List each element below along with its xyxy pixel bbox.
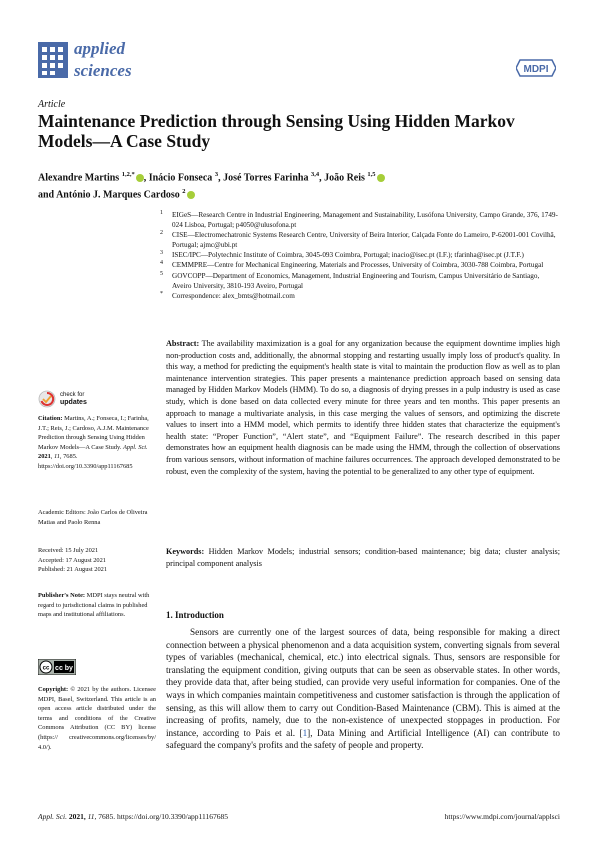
orcid-icon[interactable] (377, 174, 385, 182)
affiliation (160, 260, 560, 270)
author-affil-sup: 2 (182, 188, 186, 196)
author-affil-sup: 1,2,* (121, 171, 135, 178)
footer-year: 2021, (68, 812, 86, 821)
publisher-note (38, 591, 156, 620)
author-name: Alexandre Martins (38, 172, 120, 184)
footer-journal-url[interactable]: https://www.mdpi.com/journal/applsci (444, 812, 560, 821)
cc-badge-text: cc by (55, 665, 73, 672)
check-updates-line1: check for (60, 392, 85, 398)
author-name: José Torres Farinha (223, 172, 309, 184)
cc-by-license-icon[interactable] (38, 659, 76, 675)
affiliation-number: 2 (160, 230, 163, 237)
affiliation-number: 5 (160, 270, 163, 277)
affiliation-number: 3 (160, 250, 163, 257)
citation-block: Citation: Martins, A.; Fonseca, I.; Farinha, J.T.; Reis, J.; Cardoso, A.J.M. Maintenance Prediction through Sensing Using Hidden Markov Models—A Case Study. Appl. Sci. 2021, 11, 7685. https://doi.org/10.3390/app11167685 (38, 415, 149, 470)
copyright-label: Copyright: (38, 686, 69, 693)
affiliation-text: CISE—Electromechatronic Systems Research Centre, University of Beira Interior, Calçada Fonte do Lameiro, P-62001-001 Covilhã, Portugal; ajmc@ubi.pt (172, 231, 556, 250)
check-updates-icon (38, 390, 56, 408)
academic-editors: Academic Editors: João Carlos de Oliveira Matias and Paolo Renna (38, 509, 148, 526)
journal-logo-icon (38, 42, 68, 78)
affiliation-number: * (160, 290, 163, 297)
orcid-icon[interactable] (136, 174, 144, 182)
footer-citation (38, 812, 228, 821)
footer-journal: Appl. Sci. (38, 812, 67, 821)
affiliation (160, 210, 560, 230)
citation-doi[interactable]: 7685. https://doi.org/10.3390/app11167685 (38, 453, 133, 470)
copyright-block (38, 685, 156, 752)
author-name: Inácio Fonseca (148, 172, 213, 184)
abstract-text: The availability maximization is a goal for any organization because the equipment downtime implies high non-production costs and, additionally, the abnormal stopping and restarting usually imply loss of product's quality. In this way, a method for predicting the equipment's health state is vital to maintain the production flow as well as to plan maintenance intervention strategies. This paper presents a maintenance prediction approach based on sensing data managed by Hidden Markov Models (HMM). To do so, a diagnosis of drying presses in a pulp industry is used as case study, which is done based on data collected every minute for three years and ten months. This paper presents an approach to manage a multivariate analysis, in this case merging the values of sensors, and optimizing the discrete values to insert into a HMM model, which permits to identify three hidden states that characterize the equipment's health state: “Proper Function”, “Alert state”, and “Equipment Failure”. The research described in this paper demonstrates how an equipment health diagnosis can be made using the HMM, through the collection of observations from various sensors, without information of machine failures occurrences. The approach developed demonstrated to be robust, even the complexity of the system, having the potential to be generalized to any other type of equipment. (166, 339, 560, 476)
keywords-text: Hidden Markov Models; industrial sensors; condition-based maintenance; big data; cluster analysis; principal component analysis (166, 547, 561, 568)
published-date: Published: 21 August 2021 (38, 566, 108, 574)
author-list: Alexandre Martins $^{1,2,*}$ , Inácio Fonseca $^3$, José Torres Farinha $^{3,4}$, João Reis $^{1,5}$ and António J. Marques Cardoso $^2$ (38, 168, 558, 203)
publisher-note-text: MDPI stays neutral with regard to jurisdictional claims in published maps and institutional affiliations. (38, 592, 150, 619)
mdpi-logo-icon (516, 58, 556, 78)
correspondence-text: Correspondence: alex_bmts@hotmail.com (172, 291, 295, 300)
affiliation-text: EIGeS—Research Centre in Industrial Engineering, Management and Sustainability, Lusófona University, Campo Grande, 376, 1749-024 Lisboa, Portugal; p4050@ulusofona.pt (172, 211, 558, 230)
mdpi-logo-text: MDPI (523, 64, 549, 75)
journal-name-line2: sciences (74, 61, 132, 80)
footer-doi[interactable]: 7685. https://doi.org/10.3390/app11167685 (98, 812, 229, 821)
affiliation-number: 4 (160, 260, 163, 267)
received-date: Received: 15 July 2021 (38, 547, 99, 554)
affiliation (160, 250, 560, 260)
footer-volume: 11, (87, 812, 97, 821)
author-name: João Reis (324, 172, 365, 184)
author-affil-sup: 1,5 (367, 171, 376, 178)
article-type: Article (38, 99, 66, 110)
publication-dates (38, 546, 156, 575)
affiliation-text: CEMMPRE—Centre for Mechanical Engineering, Materials and Processes, University of Coimbra, 3030-788 Coimbra, Portugal (172, 261, 544, 270)
introduction-paragraph (166, 626, 560, 752)
copyright-text: © 2021 by the authors. Licensee MDPI, Basel, Switzerland. This article is an open access article distributed under the terms and conditions of the Creative Commons Attribution (CC BY) license (https:// creativecommons.org/licenses/by/ 4.0/). (38, 686, 156, 751)
author-name: António J. Marques Cardoso (56, 189, 180, 201)
check-updates-line2: updates (60, 399, 87, 406)
check-for-updates-button[interactable] (38, 389, 118, 409)
affiliation-text: GOVCOPP—Department of Economics, Management, Industrial Engineering and Tourism, Campus Universitário de Santiago, Aveiro University, 3810-193 Aveiro, Portugal (172, 271, 540, 290)
keywords-label: Keywords: (166, 547, 205, 556)
correspondence (160, 291, 560, 301)
journal-name-line1: applied (74, 39, 125, 58)
citation-volume: 11, (53, 453, 62, 461)
section-heading-introduction: 1. Introduction (166, 610, 224, 620)
affiliation-number: 1 (160, 210, 163, 216)
affiliation (160, 271, 560, 291)
citation-text: Martins, A.; Fonseca, I.; Farinha, J.T.; Reis, J.; Cardoso, A.J.M. Maintenance Prediction through Sensing Using Hidden Markov Models—A Case Study. (38, 415, 149, 451)
orcid-icon[interactable] (187, 191, 195, 199)
abstract-label: Abstract: (166, 339, 200, 348)
author-affil-sup: 3 (214, 171, 219, 178)
abstract (166, 338, 560, 477)
citation-label: Citation: (38, 415, 63, 422)
affiliations (160, 210, 560, 301)
intro-text-part1: Sensors are currently one of the largest sources of data, being responsible for making a direct connection between a physical phenomenon and a data acquisition system, converting signals from several types of variables (mechanical, chemical, etc.) into electrical signals. Thus, sensors are responsible for translating the equipment condition, giving outputs that can be seen as observable states. In other words, they provide data that, after being studied, can provide very useful information for companies. One of the ways in which companies maintain competitiveness and customer satisfaction is through the application of sensing, as this will allow them to carry out Condition-Based Maintenance (CBM). This is aimed at the increasing of profits, namely, due to the non-existence of unexpected stoppages in production. For instance, according to Pais et al. [ (166, 627, 560, 738)
affiliation-text: ISEC/IPC—Polytechnic Institute of Coimbra, 3045-093 Coimbra, Portugal; inacio@isec.pt (I.F.); tfarinha@isec.pt (J.T.F.) (172, 251, 524, 260)
svg-text:cc: cc (42, 665, 50, 672)
author-affil-sup: 3,4 (310, 171, 320, 178)
citation-journal: Appl. Sci. (122, 443, 148, 451)
accepted-date: Accepted: 17 August 2021 (38, 556, 106, 564)
paper-title: Maintenance Prediction through Sensing Using Hidden Markov Models—A Case Study (38, 111, 515, 151)
reference-link[interactable]: 1 (302, 727, 308, 738)
publisher-note-label: Publisher's Note: (38, 592, 86, 599)
affiliation (160, 230, 560, 250)
citation-year: 2021 (38, 453, 51, 461)
intro-text-part2: ], Data Mining and Artificial Intelligence (AI) can contribute to safeguard the company's profits and the safety of people and property. (166, 727, 560, 751)
keywords (166, 546, 560, 569)
